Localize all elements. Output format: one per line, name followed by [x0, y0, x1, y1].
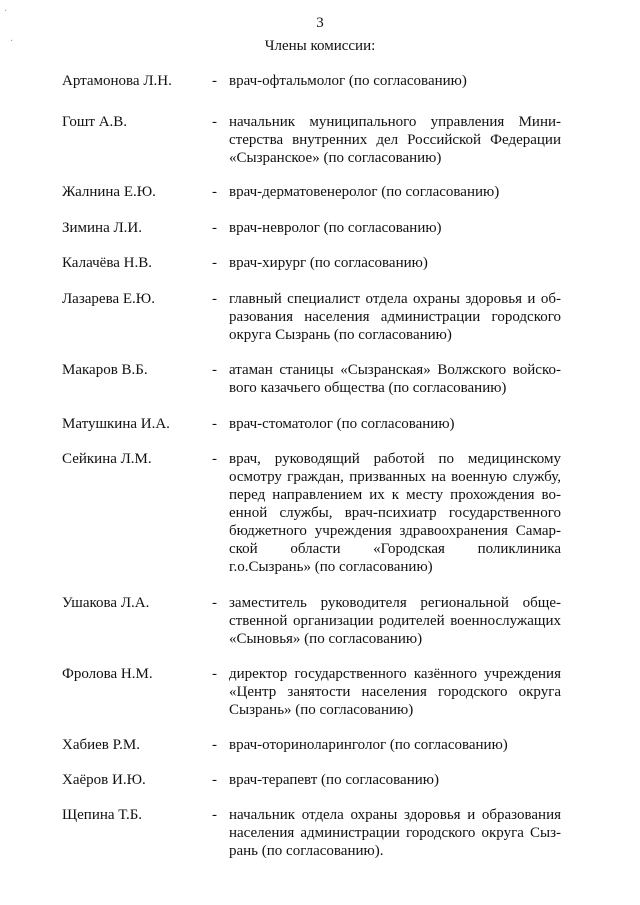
member-dash: - [212, 807, 217, 823]
member-role-line: Сызрань» (по согласованию) [229, 702, 414, 718]
member-row [0, 219, 640, 237]
member-role [229, 219, 561, 237]
member-role-line: врач-невролог (по согласованию) [229, 220, 442, 236]
member-role [229, 450, 561, 576]
member-row [0, 771, 640, 789]
member-row [0, 450, 640, 576]
member-role-line: ской области «Городская поликлиника [229, 541, 561, 557]
member-role-line: врач-хирург (по согласованию) [229, 255, 428, 271]
member-role-line: «Сыновья» (по согласованию) [229, 631, 423, 647]
member-name: Фролова Н.М. [62, 666, 153, 682]
member-role [229, 254, 561, 272]
member-role [229, 415, 561, 433]
member-row [0, 290, 640, 344]
member-row [0, 72, 640, 90]
member-dash: - [212, 666, 217, 682]
page-number: 3 [316, 15, 324, 31]
member-name: Калачёва Н.В. [62, 255, 152, 271]
member-name: Ушакова Л.А. [62, 595, 150, 611]
member-row [0, 594, 640, 648]
member-role-line: врач-оториноларинголог (по согласованию) [229, 737, 508, 753]
member-name: Матушкина И.А. [62, 416, 170, 432]
member-row [0, 113, 640, 167]
member-role [229, 113, 561, 167]
member-dash: - [212, 220, 217, 236]
member-dash: - [212, 595, 217, 611]
member-role [229, 594, 561, 648]
member-dash: - [212, 737, 217, 753]
member-row [0, 806, 640, 860]
member-role-line: ственной организации родителей военнослужащих [229, 613, 561, 629]
member-row [0, 183, 640, 201]
member-role-line: врач-терапевт (по согласованию) [229, 772, 439, 788]
member-name: Гошт А.В. [62, 114, 128, 130]
member-dash: - [212, 362, 217, 378]
member-role-line: бюджетного учреждения здравоохранения Самар- [229, 523, 561, 539]
member-dash: - [212, 114, 217, 130]
member-role-line: директор государственного казённого учреждения [229, 666, 561, 682]
member-role-line: врач-дерматовенеролог (по согласованию) [229, 184, 500, 200]
member-row [0, 736, 640, 754]
member-role-line: рань (по согласованию). [229, 843, 384, 859]
member-role-line: начальник муниципального управления Мини- [229, 114, 561, 130]
member-role-line: атаман станицы «Сызранская» Волжского войско- [229, 362, 561, 378]
member-name: Лазарева Е.Ю. [62, 291, 155, 307]
member-role [229, 290, 561, 344]
member-dash: - [212, 772, 217, 788]
member-name: Сейкина Л.М. [62, 451, 152, 467]
member-role-line: заместитель руководителя региональной обще- [229, 595, 561, 611]
member-role-line: осмотру граждан, призванных на военную службу, [229, 469, 561, 485]
member-role [229, 806, 561, 860]
member-row [0, 361, 640, 397]
member-row [0, 665, 640, 719]
member-role-line: стерства внутренних дел Российской Федерации [229, 132, 561, 148]
member-role-line: разования населения администрации городского [229, 309, 561, 325]
member-dash: - [212, 255, 217, 271]
member-role-line: округа Сызрань (по согласованию) [229, 327, 452, 343]
member-role [229, 736, 561, 754]
member-role-line: главный специалист отдела охраны здоровья и об- [229, 291, 561, 307]
member-role-line: вого казачьего общества (по согласованию) [229, 380, 507, 396]
member-role [229, 72, 561, 90]
member-role [229, 183, 561, 201]
member-name: Макаров В.Б. [62, 362, 148, 378]
member-dash: - [212, 291, 217, 307]
member-row [0, 254, 640, 272]
member-role-line: врач-офтальмолог (по согласованию) [229, 73, 467, 89]
member-name: Жалнина Е.Ю. [62, 184, 156, 200]
member-name: Хабиев Р.М. [62, 737, 140, 753]
member-dash: - [212, 416, 217, 432]
member-role-line: врач, руководящий работой по медицинскому [229, 451, 561, 467]
member-role-line: «Сызранское» (по согласованию) [229, 150, 442, 166]
member-name: Артамонова Л.Н. [62, 73, 172, 89]
member-row [0, 415, 640, 433]
member-name: Зимина Л.И. [62, 220, 143, 236]
member-role-line: «Центр занятости населения городского округа [229, 684, 561, 700]
member-role [229, 771, 561, 789]
member-role-line: г.о.Сызрань» (по согласованию) [229, 559, 433, 575]
member-role-line: врач-стоматолог (по согласованию) [229, 416, 455, 432]
member-name: Хаёров И.Ю. [62, 772, 146, 788]
section-heading: Члены комиссии: [264, 38, 376, 54]
scan-mark: · [10, 36, 14, 47]
member-dash: - [212, 451, 217, 467]
member-dash: - [212, 184, 217, 200]
member-role-line: перед направлением их к месту прохождения во- [229, 487, 561, 503]
member-dash: - [212, 73, 217, 89]
members-list [0, 72, 640, 860]
member-role [229, 361, 561, 397]
member-role [229, 665, 561, 719]
member-role-line: енной службы, врач-психиатр государственного [229, 505, 561, 521]
scan-mark: · [4, 6, 8, 17]
member-role-line: населения администрации городского округа Сыз- [229, 825, 561, 841]
member-role-line: начальник отдела охраны здоровья и образования [229, 807, 561, 823]
member-name: Щепина Т.Б. [62, 807, 143, 823]
